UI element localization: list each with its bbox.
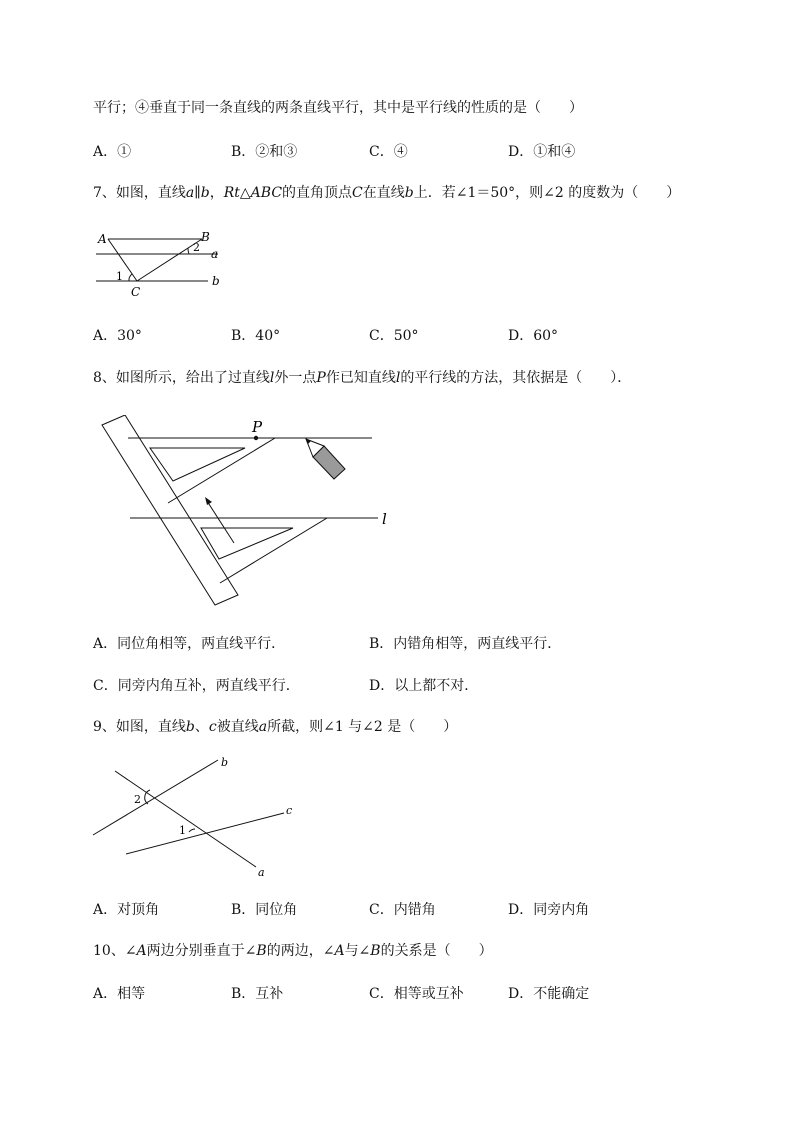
q8-option-b: B．内错角相等，两直线平行． [369, 636, 562, 652]
label-b: b [221, 756, 229, 769]
q10-option-a: A．相等 [93, 986, 146, 1002]
label-C: C [131, 285, 141, 298]
angle-2-arc [188, 248, 189, 254]
q10-stem: 10、∠A两边分别垂直于∠B的两边，∠A与∠B的关系是（ ） [93, 943, 493, 959]
q7-option-a: A．30° [93, 328, 142, 344]
label-c: c [286, 804, 293, 817]
q7-option-d: D．60° [508, 328, 559, 344]
q6-option-c: C．④ [369, 144, 408, 160]
label-l: l [382, 510, 387, 528]
arrow-shaft [207, 501, 234, 543]
label-B: B [201, 230, 210, 244]
ruler [102, 415, 238, 605]
q10-option-b: B．互补 [231, 986, 284, 1002]
q8-option-c: C．同旁内角互补，两直线平行． [93, 678, 300, 694]
q8-option-a: A．同位角相等，两直线平行． [93, 636, 286, 652]
label-2: 2 [134, 793, 141, 806]
q7-option-c: C．50° [369, 328, 419, 344]
q10-option-d: D．不能确定 [508, 986, 590, 1002]
line-a [115, 771, 256, 867]
label-1: 1 [179, 824, 186, 837]
label-b: b [212, 274, 220, 288]
label-P: P [252, 418, 263, 436]
q9-figure [88, 752, 308, 882]
q8-stem: 8、如图所示，给出了过直线l外一点P作已知直线l的平行线的方法，其依据是（ ）． [93, 370, 632, 386]
label-2: 2 [193, 241, 200, 254]
q6-option-a: A．① [93, 144, 132, 160]
q8-figure [95, 415, 395, 610]
q7-stem: 7、如图，直线a∥b，Rt△ABC的直角顶点C在直线b上．若∠1＝50°，则∠2 的度数为（ ） [93, 185, 681, 201]
q9-option-b: B．同位角 [231, 902, 298, 918]
label-1: 1 [116, 270, 123, 283]
label-a: a [258, 866, 265, 879]
q6-option-d: D．①和④ [508, 144, 576, 160]
arrow-head [205, 497, 212, 505]
q7-figure [90, 226, 230, 298]
angle-1-arc [189, 829, 195, 832]
label-a: a [211, 247, 219, 261]
q8-option-d: D．以上都不对． [369, 678, 479, 694]
line-b [93, 760, 218, 835]
label-A: A [98, 232, 107, 246]
q9-option-a: A．对顶角 [93, 902, 160, 918]
pencil-icon [306, 439, 345, 479]
line-c [126, 813, 284, 854]
angle-1-arc [129, 274, 132, 281]
q7-option-b: B．40° [231, 328, 281, 344]
q6-stem: 平行；④垂直于同一条直线的两条直线平行，其中是平行线的性质的是（ ） [93, 100, 583, 116]
lower-set-square-inner [201, 528, 293, 559]
point-p [254, 436, 258, 440]
q9-stem: 9、如图，直线b、c被直线a所截，则∠1 与∠2 是（ ） [93, 719, 458, 735]
q9-option-c: C．内错角 [369, 902, 436, 918]
q9-option-d: D．同旁内角 [508, 902, 590, 918]
q6-option-b: B．②和③ [231, 144, 298, 160]
q10-option-c: C．相等或互补 [369, 986, 464, 1002]
